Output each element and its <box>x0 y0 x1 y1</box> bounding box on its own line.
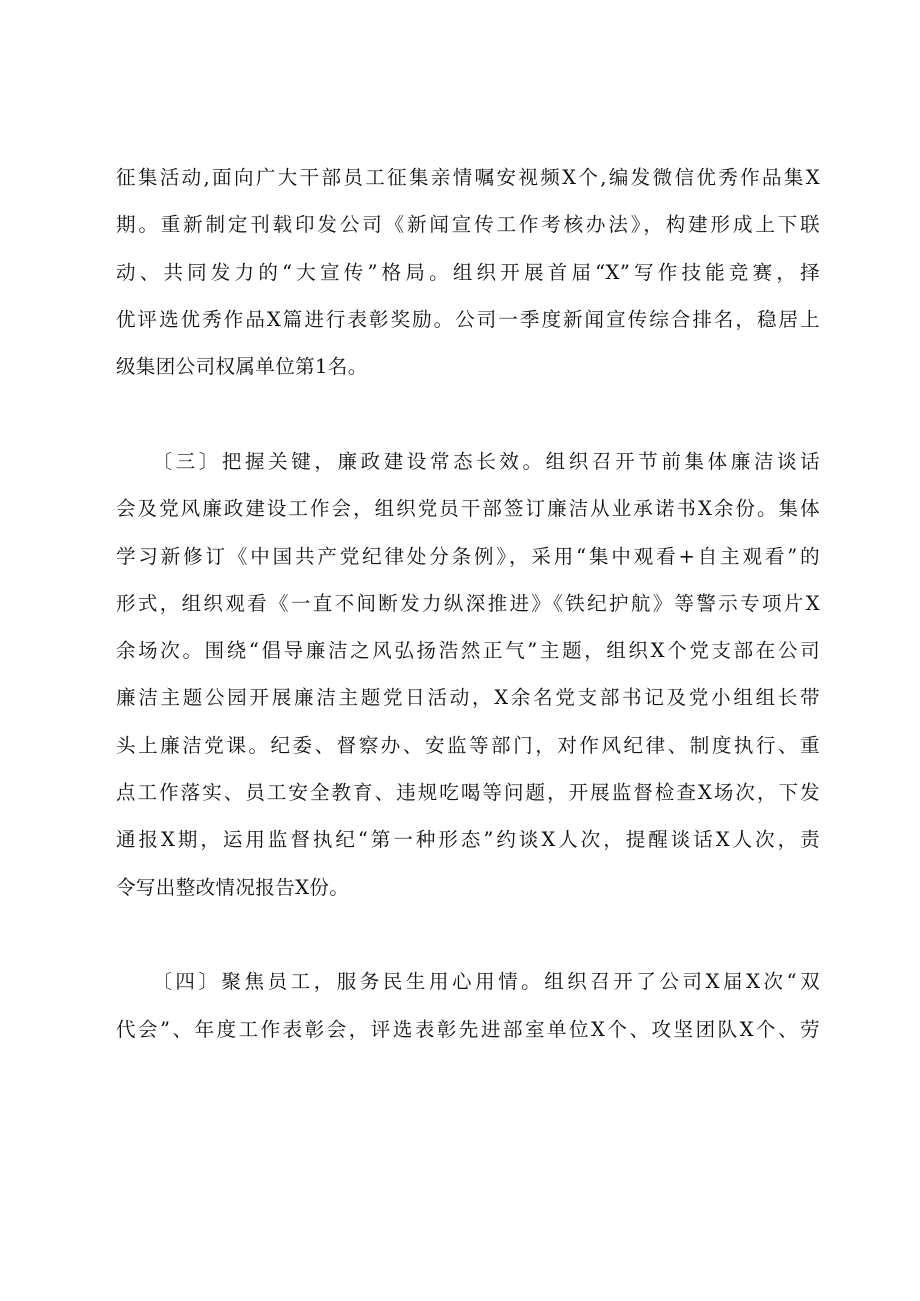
text-line: 〔三〕把握关键，廉政建设常态长效。组织召开节前集体廉洁谈话 <box>116 449 820 473</box>
text-line: 通报X期，运用监督执纪“第一种形态”约谈X人次，提醒谈话X人次，责 <box>116 828 820 852</box>
text-line: 令写出整改情况报告X份。 <box>116 875 350 899</box>
text-line: 会及党风廉政建设工作会，组织党员干部签订廉洁从业承诺书X余份。集体 <box>116 497 820 521</box>
text-line: 头上廉洁党课。纪委、督察办、安监等部门，对作风纪律、制度执行、重 <box>116 733 820 757</box>
paragraph-integrity <box>116 438 820 911</box>
text-line: 期。重新制定刊载印发公司《新闻宣传工作考核办法》，构建形成上下联 <box>116 213 820 237</box>
text-line: 学习新修订《中国共产党纪律处分条例》，采用“集中观看+自主观看”的 <box>116 544 820 568</box>
paragraph-staff-service <box>116 958 820 1053</box>
text-line: 优评选优秀作品X篇进行表彰奖励。公司一季度新闻宣传综合排名，稳居上 <box>116 307 820 331</box>
text-line: 动、共同发力的“大宣传”格局。组织开展首届“X”写作技能竞赛，择 <box>116 260 820 284</box>
text-line: 形式，组织观看《一直不间断发力纵深推进》《铁纪护航》等警示专项片X <box>116 591 820 615</box>
text-line: 征集活动,面向广大干部员工征集亲情嘱安视频X个,编发微信优秀作品集X <box>116 166 820 189</box>
paragraph-gap <box>116 911 820 959</box>
text-line: 〔四〕聚焦员工，服务民生用心用情。组织召开了公司X届X次“双 <box>116 970 820 994</box>
text-line: 廉洁主题公园开展廉洁主题党日活动，X余名党支部书记及党小组组长带 <box>116 686 820 710</box>
text-line: 代会”、年度工作表彰会，评选表彰先进部室单位X个、攻坚团队X个、劳 <box>116 1017 820 1041</box>
text-line: 级集团公司权属单位第1名。 <box>116 355 368 379</box>
text-line: 点工作落实、员工安全教育、违规吃喝等问题，开展监督检查X场次，下发 <box>116 781 820 805</box>
text-line: 余场次。围绕“倡导廉洁之风弘扬浩然正气”主题，组织X个党支部在公司 <box>116 639 820 663</box>
paragraph-publicity <box>116 154 820 390</box>
paragraph-gap <box>116 390 820 438</box>
body-text <box>116 154 820 1053</box>
